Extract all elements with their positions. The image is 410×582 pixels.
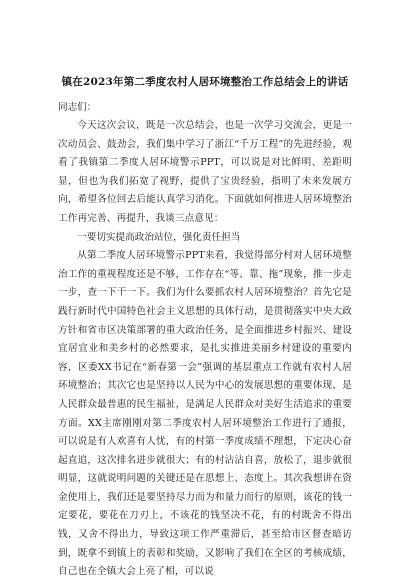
paragraph-intro: 今天这次会议，既是一次总结会，也是一次学习交流会，更是一次动员会、鼓劲会，我们集中学习了浙江“千万工程”的先进经验，观看了我镇第二季度人居环境警示PPT，可以说是对比鲜明、差距明显，但也为我们拓宽了视野，提供了宝贵经验，指明了未来发展方向，希望各位回去后能认真学习消化。下面就如何推进人居环境整治工作再完善、再提升，我谈三点意见： xyxy=(58,120,352,224)
document-title: 镇在2023年第二季度农村人居环境整治工作总结会上的讲话 xyxy=(61,76,349,88)
salutation: 同志们： xyxy=(58,102,97,113)
section-heading-1: 一要切实提高政治站位，强化责任担当 xyxy=(77,231,241,243)
paragraph-body: 从第二季度人居环境警示PPT来看，我觉得部分村对人居环境整治工作的重视程度还是不够，工作存在“等、靠、拖”现象，推一步走一步，查一下干一下。我们为什么要抓农村人居环境整治？首先它是践行新时代中国特色社会主义思想的具体行动，是贯彻落实中央大政方针和省市区决策部署的重大政治任务，是全面推进乡村振兴、建设宜居宜业和美乡村的必然要求，是扎实推进美丽乡村建设的重要内容，区委XX书记在“新春第一会”强调的基层重点工作就有农村人居环境整治；其次它也是坚持以人民为中心的发展思想的重要体现，是人民群众最普惠的民生福祉，是满足人民群众对美好生活追求的重要方面。XX主席刚刚对第二季度农村人居环境整治工作进行了通报，可以说是有人欢喜有人忧，有的村第一季度成绩不理想，下定决心奋起直追，这次排名进步就很大；有的村沾沾自喜，放松了，退步就很明显，这就说明问题的关键还是在思想上、态度上。其次我想讲在资金使用上，我们还是要坚持尽力而为和量力而行的原则，该花的钱一定要花，要花在刀刃上，不该花的钱坚决不花，有的村既舍不得出钱，又舍不得出力，导致这项工作严重滞后，甚至给市区督查暗访到，既拿不到镇上的表彰和奖励，又影响了我们在全区的考核成绩，自己也在全镇大会上亮了相，可以说 xyxy=(58,250,352,578)
